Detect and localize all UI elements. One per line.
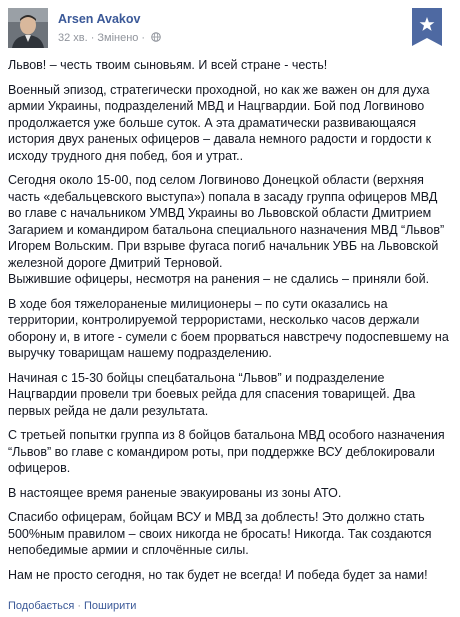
edited-label[interactable]: Змінено — [97, 32, 139, 44]
paragraph: Нам не просто сегодня, но так будет не всегда! И победа будет за нами! — [8, 567, 428, 582]
like-link[interactable]: Подобається — [8, 600, 75, 612]
globe-icon[interactable] — [151, 32, 161, 42]
paragraph: С третьей попытки группа из 8 бойцов батальона МВД особого назначения “Львов” во главе с командиром роты, при поддержке ВСУ деблокировали офицеров. — [8, 428, 445, 475]
avatar[interactable] — [8, 8, 48, 48]
paragraph: Львов! – честь твоим сыновьям. И всей стране - честь! — [8, 58, 328, 72]
post-actions — [8, 600, 136, 612]
avatar-photo — [8, 8, 48, 48]
share-link[interactable]: Поширити — [84, 600, 137, 612]
meta-separator-2: · — [141, 32, 146, 44]
post-meta — [58, 32, 161, 44]
star-ribbon-icon[interactable] — [412, 8, 442, 48]
paragraph: Военный эпизод, стратегически проходной, но как же важен он для духа армии Украины, подразделений МВД и Нацгвардии. Бой под Логвиново продолжается уже больше суток. А эта драматически развивающаяся история двух раненых офицеров – давала немного радости и гордости к исходу трудного дня побед, боя и утрат.. — [8, 82, 432, 163]
author-name[interactable]: Arsen Avakov — [58, 12, 141, 26]
paragraph: Сегодня около 15-00, под селом Логвиново Донецкой области (верхняя часть «дебальцевского выступа») попала в засаду группа офицеров МВД во главе с начальником УМВД Украины во Львовской области Дмитрием Загарием и командиром батальона специального назначения МВД “Львов” Игорем Вольским. При взрыве фугаса погиб начальник УВБ на Львовской железной дороге Дмитрий Терновой. — [8, 173, 445, 270]
paragraph: Выжившие офицеры, несмотря на ранения – не сдались – приняли бой. — [8, 272, 430, 286]
paragraph: Спасибо офицерам, бойцам ВСУ и МВД за доблесть! Это должно стать 500%ным правилом – своих никогда не бросать! Никогда. Так создаются непобедимые армии и сплочённые силы. — [8, 510, 432, 557]
actions-separator: · — [77, 600, 81, 612]
post-content — [8, 57, 452, 591]
paragraph: В ходе боя тяжелораненые милиционеры – по сути оказались на территории, контролируемой террористами, несколько часов держали оборону и, в итоге - сумели с боем прорваться навстречу подоспевшему на выручку товарищам нашему подразделению. — [8, 296, 449, 360]
paragraph: В настоящее время раненые эвакуированы из зоны АТО. — [8, 485, 342, 500]
post-header — [8, 8, 452, 48]
paragraph: Начиная с 15-30 бойцы спецбатальона “Львов” и подразделение Нацгвардии провели три боевых рейда для спасения товарищей. Два первых рейда не дали результата. — [8, 370, 416, 418]
post-time[interactable]: 32 хв. — [58, 32, 88, 44]
meta-separator: · — [90, 32, 95, 44]
